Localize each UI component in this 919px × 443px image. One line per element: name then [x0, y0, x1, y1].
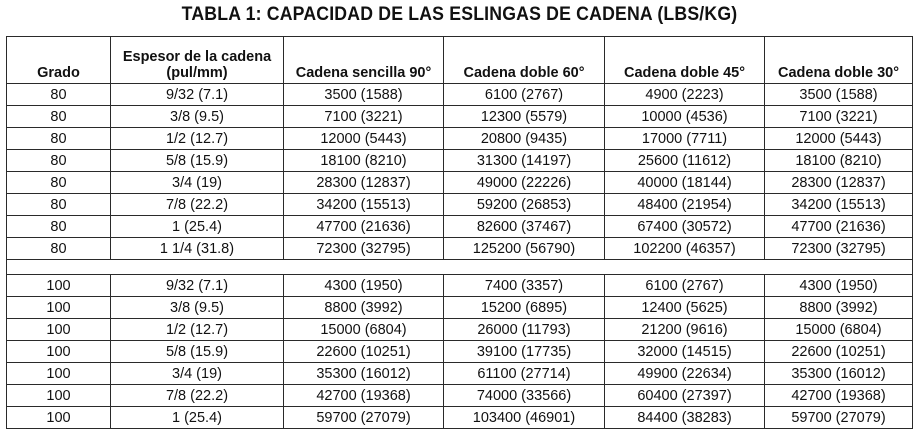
single-90-cell: 15000 (6804) [284, 319, 444, 341]
column-header-grade: Grado [7, 37, 111, 84]
double-30-cell: 15000 (6804) [765, 319, 913, 341]
double-60-cell: 26000 (11793) [444, 319, 605, 341]
grade-cell: 80 [7, 128, 111, 150]
column-header-double-30: Cadena doble 30° [765, 37, 913, 84]
double-45-cell: 17000 (7711) [605, 128, 765, 150]
group-separator-cell [7, 260, 913, 275]
double-45-cell: 10000 (4536) [605, 106, 765, 128]
double-60-cell: 61100 (27714) [444, 363, 605, 385]
single-90-cell: 12000 (5443) [284, 128, 444, 150]
single-90-cell: 35300 (16012) [284, 363, 444, 385]
grade-cell: 100 [7, 341, 111, 363]
single-90-cell: 34200 (15513) [284, 194, 444, 216]
double-30-cell: 18100 (8210) [765, 150, 913, 172]
column-header-single-90: Cadena sencilla 90° [284, 37, 444, 84]
double-30-cell: 4300 (1950) [765, 275, 913, 297]
double-45-cell: 48400 (21954) [605, 194, 765, 216]
double-45-cell: 25600 (11612) [605, 150, 765, 172]
double-30-cell: 8800 (3992) [765, 297, 913, 319]
table-row [7, 275, 913, 297]
double-60-cell: 59200 (26853) [444, 194, 605, 216]
double-30-cell: 47700 (21636) [765, 216, 913, 238]
thickness-cell: 1 (25.4) [111, 216, 284, 238]
single-90-cell: 28300 (12837) [284, 172, 444, 194]
single-90-cell: 59700 (27079) [284, 407, 444, 429]
grade-cell: 100 [7, 319, 111, 341]
thickness-cell: 3/8 (9.5) [111, 106, 284, 128]
single-90-cell: 47700 (21636) [284, 216, 444, 238]
double-30-cell: 34200 (15513) [765, 194, 913, 216]
column-header-thickness-line1: Espesor de la cadena [122, 49, 272, 65]
thickness-cell: 5/8 (15.9) [111, 150, 284, 172]
thickness-cell: 3/4 (19) [111, 363, 284, 385]
thickness-cell: 1 (25.4) [111, 407, 284, 429]
double-60-cell: 31300 (14197) [444, 150, 605, 172]
table-row [7, 172, 913, 194]
double-30-cell: 35300 (16012) [765, 363, 913, 385]
table-body [7, 84, 913, 429]
thickness-cell: 1/2 (12.7) [111, 128, 284, 150]
double-45-cell: 12400 (5625) [605, 297, 765, 319]
double-30-cell: 7100 (3221) [765, 106, 913, 128]
thickness-cell: 5/8 (15.9) [111, 341, 284, 363]
group-separator-row [7, 260, 913, 275]
double-60-cell: 12300 (5579) [444, 106, 605, 128]
double-30-cell: 72300 (32795) [765, 238, 913, 260]
column-header-double-45: Cadena doble 45° [605, 37, 765, 84]
header-row [7, 37, 913, 84]
double-45-cell: 40000 (18144) [605, 172, 765, 194]
thickness-cell: 3/8 (9.5) [111, 297, 284, 319]
grade-cell: 80 [7, 150, 111, 172]
table-row [7, 297, 913, 319]
double-30-cell: 3500 (1588) [765, 84, 913, 106]
double-60-cell: 82600 (37467) [444, 216, 605, 238]
thickness-cell: 1 1/4 (31.8) [111, 238, 284, 260]
double-60-cell: 20800 (9435) [444, 128, 605, 150]
thickness-cell: 7/8 (22.2) [111, 385, 284, 407]
table-row [7, 84, 913, 106]
single-90-cell: 18100 (8210) [284, 150, 444, 172]
column-header-thickness [111, 37, 284, 84]
single-90-cell: 42700 (19368) [284, 385, 444, 407]
table-row [7, 319, 913, 341]
double-45-cell: 32000 (14515) [605, 341, 765, 363]
table-row [7, 341, 913, 363]
double-45-cell: 4900 (2223) [605, 84, 765, 106]
grade-cell: 80 [7, 106, 111, 128]
grade-cell: 100 [7, 297, 111, 319]
double-45-cell: 67400 (30572) [605, 216, 765, 238]
double-60-cell: 74000 (33566) [444, 385, 605, 407]
thickness-cell: 3/4 (19) [111, 172, 284, 194]
thickness-cell: 1/2 (12.7) [111, 319, 284, 341]
grade-cell: 100 [7, 407, 111, 429]
column-header-thickness-line2: (pul/mm) [166, 65, 228, 81]
double-60-cell: 39100 (17735) [444, 341, 605, 363]
table-row [7, 385, 913, 407]
table-title: TABLA 1: CAPACIDAD DE LAS ESLINGAS DE CADENA (LBS/KG) [181, 4, 738, 25]
single-90-cell: 8800 (3992) [284, 297, 444, 319]
double-60-cell: 6100 (2767) [444, 84, 605, 106]
double-30-cell: 59700 (27079) [765, 407, 913, 429]
double-30-cell: 42700 (19368) [765, 385, 913, 407]
table-row [7, 106, 913, 128]
double-45-cell: 102200 (46357) [605, 238, 765, 260]
single-90-cell: 4300 (1950) [284, 275, 444, 297]
double-45-cell: 84400 (38283) [605, 407, 765, 429]
table-row [7, 216, 913, 238]
single-90-cell: 3500 (1588) [284, 84, 444, 106]
grade-cell: 80 [7, 172, 111, 194]
column-header-double-60: Cadena doble 60° [444, 37, 605, 84]
double-45-cell: 60400 (27397) [605, 385, 765, 407]
single-90-cell: 72300 (32795) [284, 238, 444, 260]
grade-cell: 80 [7, 84, 111, 106]
double-30-cell: 28300 (12837) [765, 172, 913, 194]
double-60-cell: 49000 (22226) [444, 172, 605, 194]
double-30-cell: 22600 (10251) [765, 341, 913, 363]
grade-cell: 100 [7, 275, 111, 297]
double-60-cell: 15200 (6895) [444, 297, 605, 319]
table-row [7, 150, 913, 172]
table-row [7, 407, 913, 429]
thickness-cell: 9/32 (7.1) [111, 275, 284, 297]
single-90-cell: 7100 (3221) [284, 106, 444, 128]
single-90-cell: 22600 (10251) [284, 341, 444, 363]
grade-cell: 80 [7, 216, 111, 238]
grade-cell: 80 [7, 194, 111, 216]
table-header [7, 37, 913, 84]
table-row [7, 238, 913, 260]
double-60-cell: 125200 (56790) [444, 238, 605, 260]
thickness-cell: 7/8 (22.2) [111, 194, 284, 216]
grade-cell: 100 [7, 363, 111, 385]
double-45-cell: 21200 (9616) [605, 319, 765, 341]
double-45-cell: 49900 (22634) [605, 363, 765, 385]
chain-sling-capacity-table [6, 36, 913, 429]
double-60-cell: 103400 (46901) [444, 407, 605, 429]
grade-cell: 80 [7, 238, 111, 260]
double-45-cell: 6100 (2767) [605, 275, 765, 297]
thickness-cell: 9/32 (7.1) [111, 84, 284, 106]
table-row [7, 194, 913, 216]
table-row [7, 128, 913, 150]
double-60-cell: 7400 (3357) [444, 275, 605, 297]
table-row [7, 363, 913, 385]
grade-cell: 100 [7, 385, 111, 407]
double-30-cell: 12000 (5443) [765, 128, 913, 150]
